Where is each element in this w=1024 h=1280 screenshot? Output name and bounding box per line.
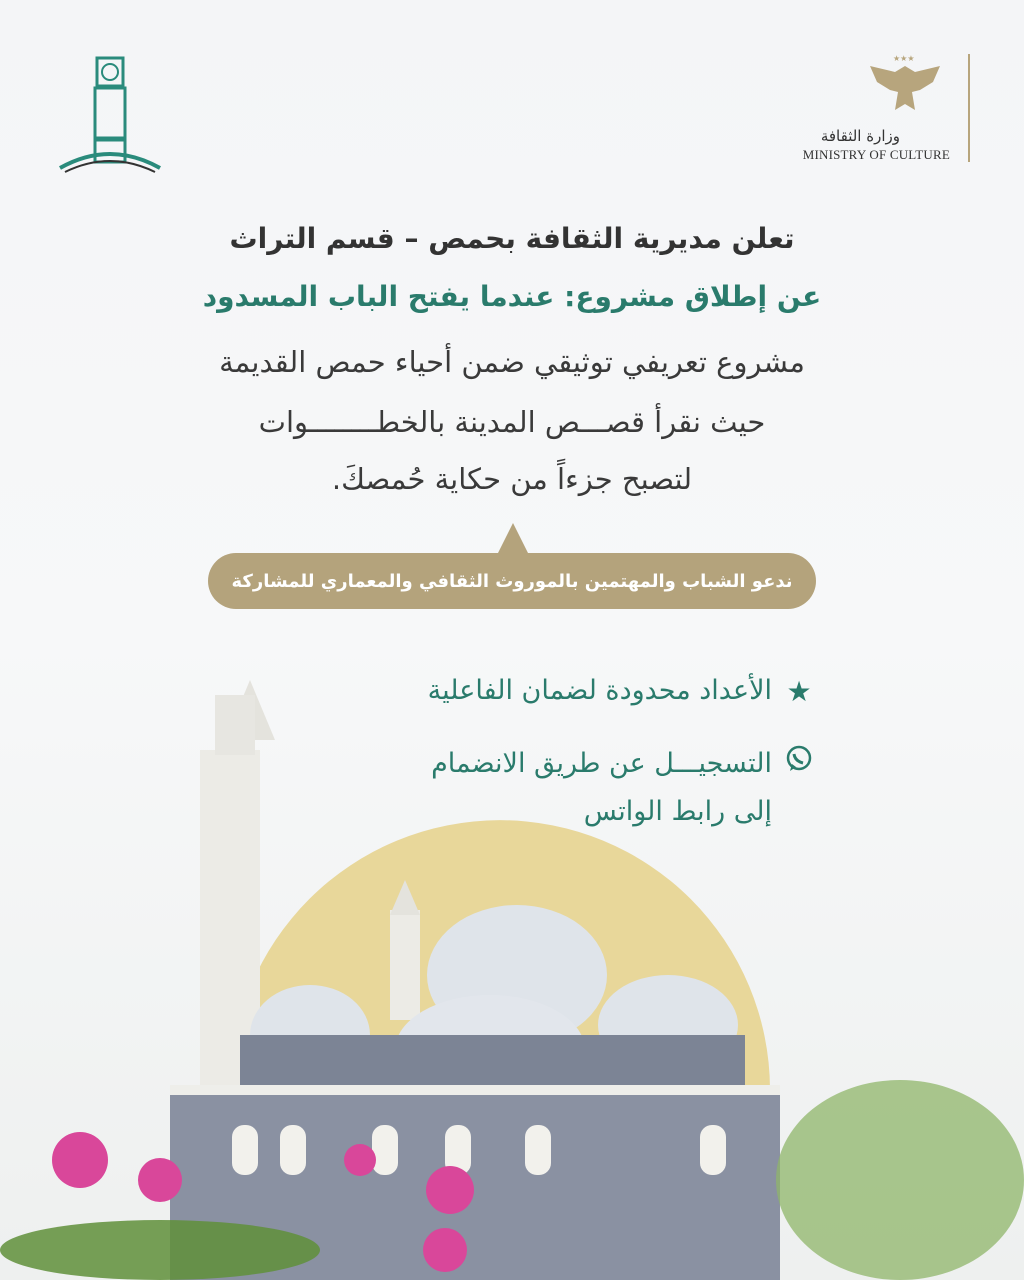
star-icon: ★	[786, 675, 812, 708]
description-line: مشروع تعريفي توثيقي ضمن أحياء حمص القديمة	[219, 345, 805, 379]
description-line: لتصبح جزءاً من حكاية حُمصكَ.	[331, 462, 693, 496]
description-line: حيث نقرأ قصـــص المدينة بالخطــــــــوات	[258, 405, 766, 439]
ministry-name-arabic: وزارة الثقافة	[820, 127, 900, 145]
bullet-text: الأعداد محدودة لضمان الفاعلية	[427, 675, 772, 706]
bullet-limited-seats	[428, 675, 814, 708]
divider	[968, 54, 970, 162]
homs-culture-directorate-logo	[55, 50, 165, 180]
bullet-text-continued: إلى رابط الواتس	[583, 796, 772, 827]
foliage	[776, 1080, 1024, 1280]
speech-pointer	[497, 523, 529, 555]
ministry-name-english: MINISTRY OF CULTURE	[802, 147, 950, 162]
ministry-of-culture-logo	[780, 52, 970, 167]
announcement-heading: تعلن مديرية الثقافة بحمص – قسم التراث	[229, 222, 795, 255]
foliage	[0, 1220, 320, 1280]
bullet-text: التسجيـــل عن طريق الانضمام	[431, 748, 772, 779]
minaret-small	[390, 910, 420, 1020]
project-title: عن إطلاق مشروع: عندما يفتح الباب المسدود	[202, 280, 822, 313]
bullet-registration	[431, 740, 814, 836]
invitation-banner: ندعو الشباب والمهتمين بالموروث الثقافي والمعماري للمشاركة	[208, 553, 816, 609]
whatsapp-icon	[784, 740, 814, 788]
svg-text:★★★: ★★★	[893, 54, 915, 63]
eagle-emblem-icon	[865, 52, 945, 114]
